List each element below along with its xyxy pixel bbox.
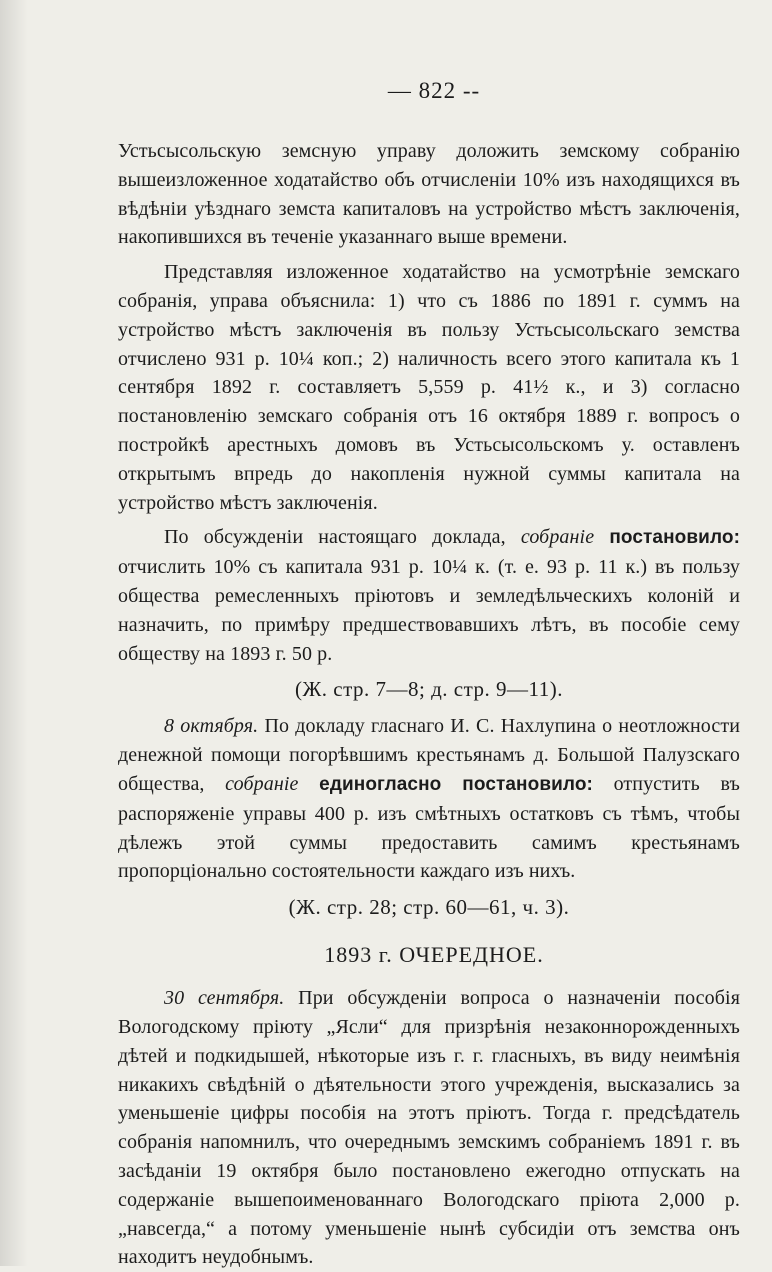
- date-lead: 8 октября.: [164, 715, 259, 738]
- resolution-keyword: постановило:: [609, 527, 740, 549]
- paragraph-resolution-2: [118, 712, 740, 886]
- paragraph-continuation: [118, 137, 740, 252]
- assembly-word: собраніе: [225, 772, 299, 795]
- paragraph-text: Устьсысольскую земсную управу доложить земскому собранію вышеизложенное ходатайство объ отчисленіи 10% изъ находящихся въ вѣдѣніи уѣзднаго земста капиталовъ на устройство мѣстъ заключенія, накопившихся въ теченіе указаннаго выше времени.: [118, 140, 740, 249]
- journal-reference: (Ж. стр. 28; стр. 60—61, ч. 3).: [288, 895, 570, 920]
- paragraph-text: отчислить 10% съ капитала 931 р. 10¼ к. (т. е. 93 р. 11 к.) въ пользу общества ремесленныхъ пріютовъ и земледѣльческихъ колоній и назначить, по примѣру предшествовавшихъ лѣтъ, въ пособіе сему обществу на 1893 г. 50 р.: [118, 556, 740, 665]
- paragraph-september-30: [118, 984, 740, 1272]
- page-number: — 822 --: [387, 78, 481, 103]
- assembly-word: собраніе: [520, 526, 595, 549]
- paragraph-lead-text: По докладу гласнаго И. С. Нахлупина о неотложности денежной помощи погорѣвшимъ крестьянамъ д. Большой Палузскаго общества,: [118, 715, 740, 795]
- paragraph-text: отпустить въ распоряженіе управы 400 р. изъ смѣтныхъ остатковъ съ тѣмъ, чтобы дѣлежъ этой суммы предоставить самимъ крестьянамъ пропорціонально состоятельности каждаго изъ нихъ.: [118, 772, 740, 883]
- page-edge-shadow: [0, 0, 28, 1266]
- section-heading: 1893 г. ОЧЕРЕДНОЕ.: [324, 942, 544, 968]
- paragraph-resolution-1: [118, 523, 740, 668]
- paragraph-uprava-explanation: [118, 258, 740, 517]
- journal-reference: (Ж. стр. 7—8; д. стр. 9—11).: [294, 677, 564, 702]
- paragraph-text: При обсужденіи вопроса о назначеніи пособія Вологодскому пріюту „Ясли“ для призрѣнія незаконнорожденныхъ дѣтей и подкидышей, нѣкоторые изъ г. г. гласныхъ, въ виду неимѣнія никакихъ свѣдѣній о дѣятельности этого учрежденія, высказались за уменьшеніе цифры пособія на этотъ пріютъ. Тогда г. предсѣдатель собранія напомнилъ, что очереднымъ земскимъ собраніемъ 1891 г. въ засѣданіи 19 октября было постановлено ежегодно отпускать на содержаніе вышепоименованнаго Вологодскаго пріюта 2,000 р. „навсегда,“ а потому уменьшеніе нынѣ субсидіи отъ земства онъ находитъ неудобнымъ.: [118, 987, 740, 1269]
- paragraph-lead-text: По обсужденіи настоящаго доклада,: [164, 526, 506, 549]
- paragraph-text: Представляя изложенное ходатайство на усмотрѣніе земскаго собранія, управа объяснила: 1) что съ 1886 по 1891 г. суммъ на устройство мѣстъ заключенія въ пользу Устьсысольскаго земства отчислено 931 р. 10¼ коп.; 2) наличность всего этого капитала къ 1 сентября 1892 г. составляетъ 5,559 р. 41½ к., и 3) согласно постановленію земскаго собранія отъ 16 октября 1889 г. вопросъ о постройкѣ арестныхъ домовъ въ Устьсысольскомъ у. оставленъ открытымъ впредь до накопленія нужной суммы капитала на устройство мѣстъ заключенія.: [118, 261, 740, 514]
- resolution-keyword: единогласно постановило:: [319, 773, 593, 795]
- date-lead: 30 сентября.: [164, 987, 285, 1010]
